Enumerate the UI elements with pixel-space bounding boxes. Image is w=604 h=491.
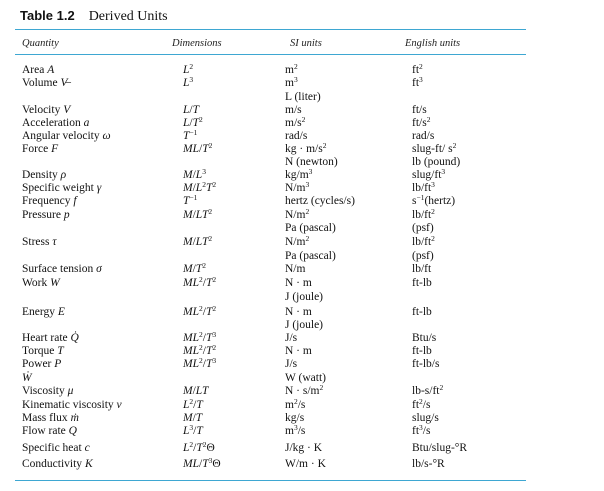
si-units-cell: N · m	[285, 306, 312, 318]
table-caption	[20, 7, 168, 25]
quantity-cell: Angular velocity ω	[22, 130, 111, 142]
si-units-cell: $N/m^3$	[285, 180, 310, 194]
dimensions-cell: $L^2$	[183, 62, 194, 76]
dimensions-cell: $M/LT^2$	[183, 207, 213, 221]
english-units-cell: $lb-s/ft^2$	[412, 383, 444, 397]
quantity-cell: Volume V̶	[22, 77, 68, 89]
header-si-units: SI units	[290, 38, 322, 49]
quantity-cell: Flow rate Q	[22, 425, 77, 437]
table-title: Derived Units	[88, 9, 168, 24]
header-rule	[15, 54, 526, 55]
si-units-cell: kg · $m/s^2$	[285, 141, 327, 155]
dimensions-cell: $ML/T^3\Theta$	[183, 456, 221, 470]
english-units-cell: ft/s	[412, 104, 427, 116]
english-units-cell: slug/$ft^3$	[412, 167, 446, 181]
header-english-units: English units	[405, 38, 461, 49]
english-units-cell: $lb/ft^2$	[412, 207, 435, 221]
si-units-cell: hertz (cycles/s)	[285, 195, 355, 207]
english-units-cell: $s^{-1}(hertz)$	[412, 193, 456, 207]
english-units-cell: $ft^2/s$	[412, 397, 431, 411]
dimensions-cell: $M/T^2$	[183, 261, 206, 275]
english-units-cell: $ft/s^2$	[412, 115, 431, 129]
quantity-cell: Ẇ	[22, 372, 32, 384]
dimensions-cell: $L^2/T$	[183, 397, 203, 411]
dimensions-cell: $ML/T^2$	[183, 141, 213, 155]
english-units-cell: lb/ft	[412, 263, 432, 275]
quantity-cell: Energy E	[22, 306, 65, 318]
quantity-cell: Surface tension σ	[22, 263, 102, 275]
dimensions-cell: $T^{-1}$	[183, 128, 198, 142]
si-units-cell: $m^3$	[285, 75, 298, 89]
dimensions-cell: $L^3/T$	[183, 423, 203, 437]
dimensions-cell: $M/LT^2$	[183, 234, 213, 248]
english-units-cell: (psf)	[412, 222, 434, 234]
dimensions-cell: $ML^2/T^2$	[183, 304, 217, 318]
si-units-cell: $m/s^2$	[285, 115, 306, 129]
bottom-rule	[15, 480, 526, 481]
si-units-cell: rad/s	[285, 130, 308, 142]
english-units-cell: slug/s	[412, 412, 439, 424]
dimensions-cell: $ML^2/T^2$	[183, 343, 217, 357]
english-units-cell: ft-lb/s	[412, 358, 440, 370]
si-units-cell: J (joule)	[285, 291, 324, 303]
dimensions-cell: M/T	[183, 412, 203, 424]
dimensions-cell: $ML^2/T^3$	[183, 356, 217, 370]
quantity-cell: Velocity V	[22, 104, 71, 116]
quantity-cell: Viscosity μ	[22, 385, 74, 397]
si-units-cell: Pa (pascal)	[285, 250, 336, 262]
english-units-cell: $lb/ft^2$	[412, 234, 435, 248]
si-units-cell: Pa (pascal)	[285, 222, 336, 234]
quantity-cell: Mass flux ṁ	[22, 412, 79, 424]
quantity-cell: Force F	[22, 143, 59, 155]
si-units-cell: $N/m^2$	[285, 234, 310, 248]
si-units-cell: N/m	[285, 263, 306, 275]
quantity-cell: Frequency f	[22, 195, 77, 207]
dimensions-cell: $ML^2/T^2$	[183, 275, 217, 289]
english-units-cell: lb (pound)	[412, 156, 461, 168]
quantity-cell: Specific weight γ	[22, 182, 102, 194]
english-units-cell: (psf)	[412, 250, 434, 262]
dimensions-cell: $ML^2/T^3$	[183, 330, 217, 344]
si-units-cell: $m^2/s$	[285, 397, 306, 411]
english-units-cell: $ft^3$	[412, 75, 423, 89]
quantity-cell: Torque T	[22, 345, 64, 357]
si-units-cell: J/kg · K	[285, 442, 323, 454]
quantity-cell: Specific heat c	[22, 442, 90, 454]
english-units-cell: Btu/s	[412, 332, 437, 344]
si-units-cell: m/s	[285, 104, 302, 116]
top-rule	[15, 29, 526, 30]
quantity-cell: Heart rate Q̇	[22, 332, 79, 344]
english-units-cell: $lb/ft^3$	[412, 180, 435, 194]
si-units-cell: L (liter)	[285, 91, 321, 103]
si-units-cell: $m^3/s$	[285, 423, 306, 437]
quantity-cell: Acceleration a	[22, 117, 90, 129]
english-units-cell: lb/s-°R	[412, 458, 445, 470]
quantity-cell: Area A	[22, 64, 55, 76]
si-units-cell: N · m	[285, 277, 312, 289]
si-units-cell: J (joule)	[285, 319, 324, 331]
si-units-cell: W/m · K	[285, 458, 326, 470]
si-units-cell: $m^2$	[285, 62, 298, 76]
quantity-cell: Pressure p	[22, 209, 70, 221]
header-quantity: Quantity	[22, 38, 59, 49]
quantity-cell: Density ρ	[22, 169, 67, 181]
dimensions-cell: $M/L^3$	[183, 167, 206, 181]
table-number: Table 1.2	[20, 8, 75, 23]
dimensions-cell: $M/L^2T^2$	[183, 180, 217, 194]
si-units-cell: $N/m^2$	[285, 207, 310, 221]
english-units-cell: ft-lb	[412, 345, 432, 357]
quantity-cell: Power P	[22, 358, 62, 370]
si-units-cell: $kg/m^3$	[285, 167, 313, 181]
english-units-cell: $ft^2$	[412, 62, 423, 76]
english-units-cell: $ft^3/s$	[412, 423, 431, 437]
dimensions-cell: L/T	[183, 104, 200, 116]
si-units-cell: W (watt)	[285, 372, 326, 384]
si-units-cell: $N \cdot s/m^2$	[285, 383, 324, 397]
english-units-cell: Btu/slug-°R	[412, 442, 468, 454]
dimensions-cell: $L^2/T^2\Theta$	[183, 440, 215, 454]
dimensions-cell: M/LT	[183, 385, 209, 397]
quantity-cell: Work W	[22, 277, 60, 289]
english-units-cell: slug-ft/ $s^2$	[412, 141, 457, 155]
si-units-cell: kg/s	[285, 412, 305, 424]
english-units-cell: rad/s	[412, 130, 435, 142]
english-units-cell: ft-lb	[412, 277, 432, 289]
dimensions-cell: $L/T^2$	[183, 115, 203, 129]
si-units-cell: J/s	[285, 358, 298, 370]
si-units-cell: N · m	[285, 345, 312, 357]
si-units-cell: N (newton)	[285, 156, 338, 168]
quantity-cell: Kinematic viscosity ν	[22, 399, 122, 411]
english-units-cell: ft-lb	[412, 306, 432, 318]
quantity-cell: Stress τ	[22, 236, 57, 248]
si-units-cell: J/s	[285, 332, 298, 344]
header-dimensions: Dimensions	[172, 38, 222, 49]
dimensions-cell: $T^{-1}$	[183, 193, 198, 207]
dimensions-cell: $L^3$	[183, 75, 194, 89]
quantity-cell: Conductivity K	[22, 458, 93, 470]
